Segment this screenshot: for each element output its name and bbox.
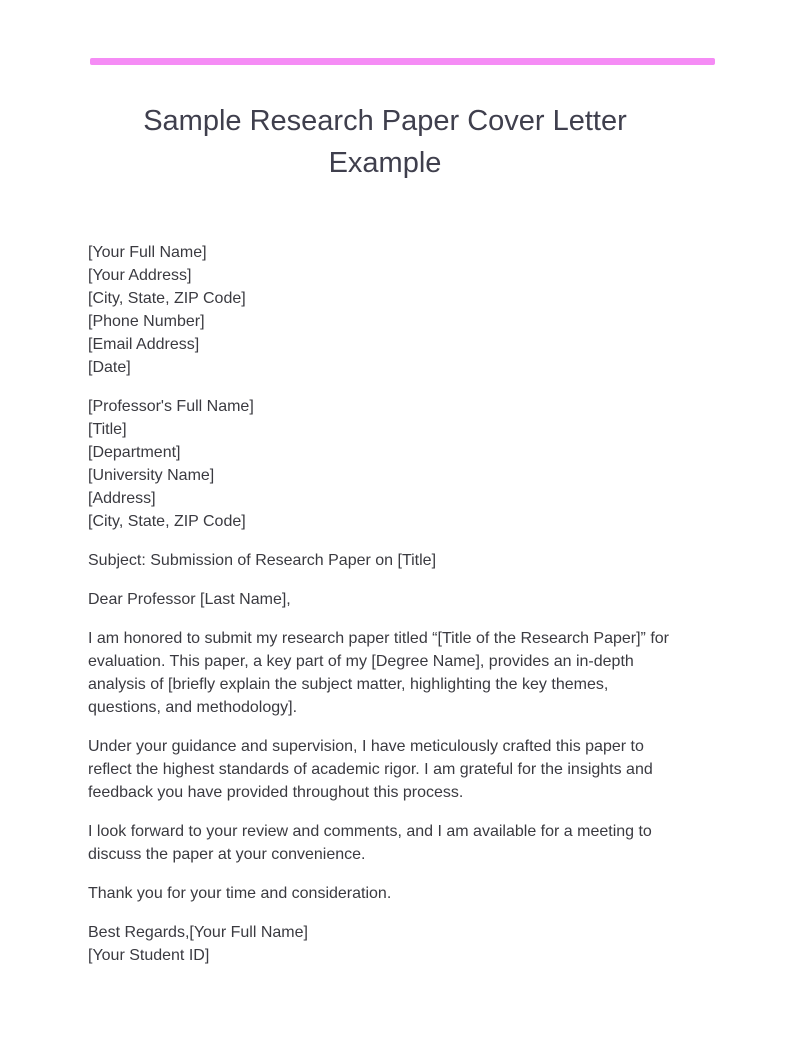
paragraph-line: I look forward to your review and comments, and I am available for a meeting to xyxy=(88,823,652,840)
paragraph-line: feedback you have provided throughout this process. xyxy=(88,784,464,801)
recipient-address: [Address] xyxy=(88,490,156,507)
document-title xyxy=(90,100,680,184)
body-paragraph-3 xyxy=(88,820,688,866)
student-id: [Your Student ID] xyxy=(88,947,210,964)
paragraph-line: questions, and methodology]. xyxy=(88,699,298,716)
subject-line: Subject: Submission of Research Paper on [Title] xyxy=(88,552,437,569)
paragraph-line: I am honored to submit my research paper titled “[Title of the Research Paper]” for xyxy=(88,630,669,647)
recipient-title: [Title] xyxy=(88,421,127,438)
document-title-line-2: Example xyxy=(328,147,442,179)
paragraph-line: evaluation. This paper, a key part of my [Degree Name], provides an in-depth xyxy=(88,653,634,670)
recipient-city-state-zip: [City, State, ZIP Code] xyxy=(88,513,246,530)
document-title-line-1: Sample Research Paper Cover Letter xyxy=(143,105,627,137)
body-paragraph-4 xyxy=(88,882,688,905)
signature-block xyxy=(88,921,688,967)
paragraph-line: Thank you for your time and consideration. xyxy=(88,885,392,902)
recipient-name: [Professor's Full Name] xyxy=(88,398,254,415)
top-accent-rule xyxy=(90,58,715,65)
letter-body xyxy=(88,241,688,983)
closing-line: Best Regards,[Your Full Name] xyxy=(88,924,308,941)
sender-name: [Your Full Name] xyxy=(88,244,207,261)
sender-address-block xyxy=(88,241,688,379)
recipient-department: [Department] xyxy=(88,444,181,461)
body-paragraph-2 xyxy=(88,735,688,804)
paragraph-line: Under your guidance and supervision, I have meticulously crafted this paper to xyxy=(88,738,644,755)
paragraph-line: reflect the highest standards of academic rigor. I am grateful for the insights and xyxy=(88,761,653,778)
sender-address: [Your Address] xyxy=(88,267,192,284)
recipient-address-block xyxy=(88,395,688,533)
sender-phone: [Phone Number] xyxy=(88,313,205,330)
paragraph-line: discuss the paper at your convenience. xyxy=(88,846,366,863)
recipient-university: [University Name] xyxy=(88,467,215,484)
body-paragraph-1 xyxy=(88,627,688,719)
sender-city-state-zip: [City, State, ZIP Code] xyxy=(88,290,246,307)
paragraph-line: analysis of [briefly explain the subject matter, highlighting the key themes, xyxy=(88,676,609,693)
salutation: Dear Professor [Last Name], xyxy=(88,591,291,608)
sender-email: [Email Address] xyxy=(88,336,200,353)
letter-date: [Date] xyxy=(88,359,131,376)
